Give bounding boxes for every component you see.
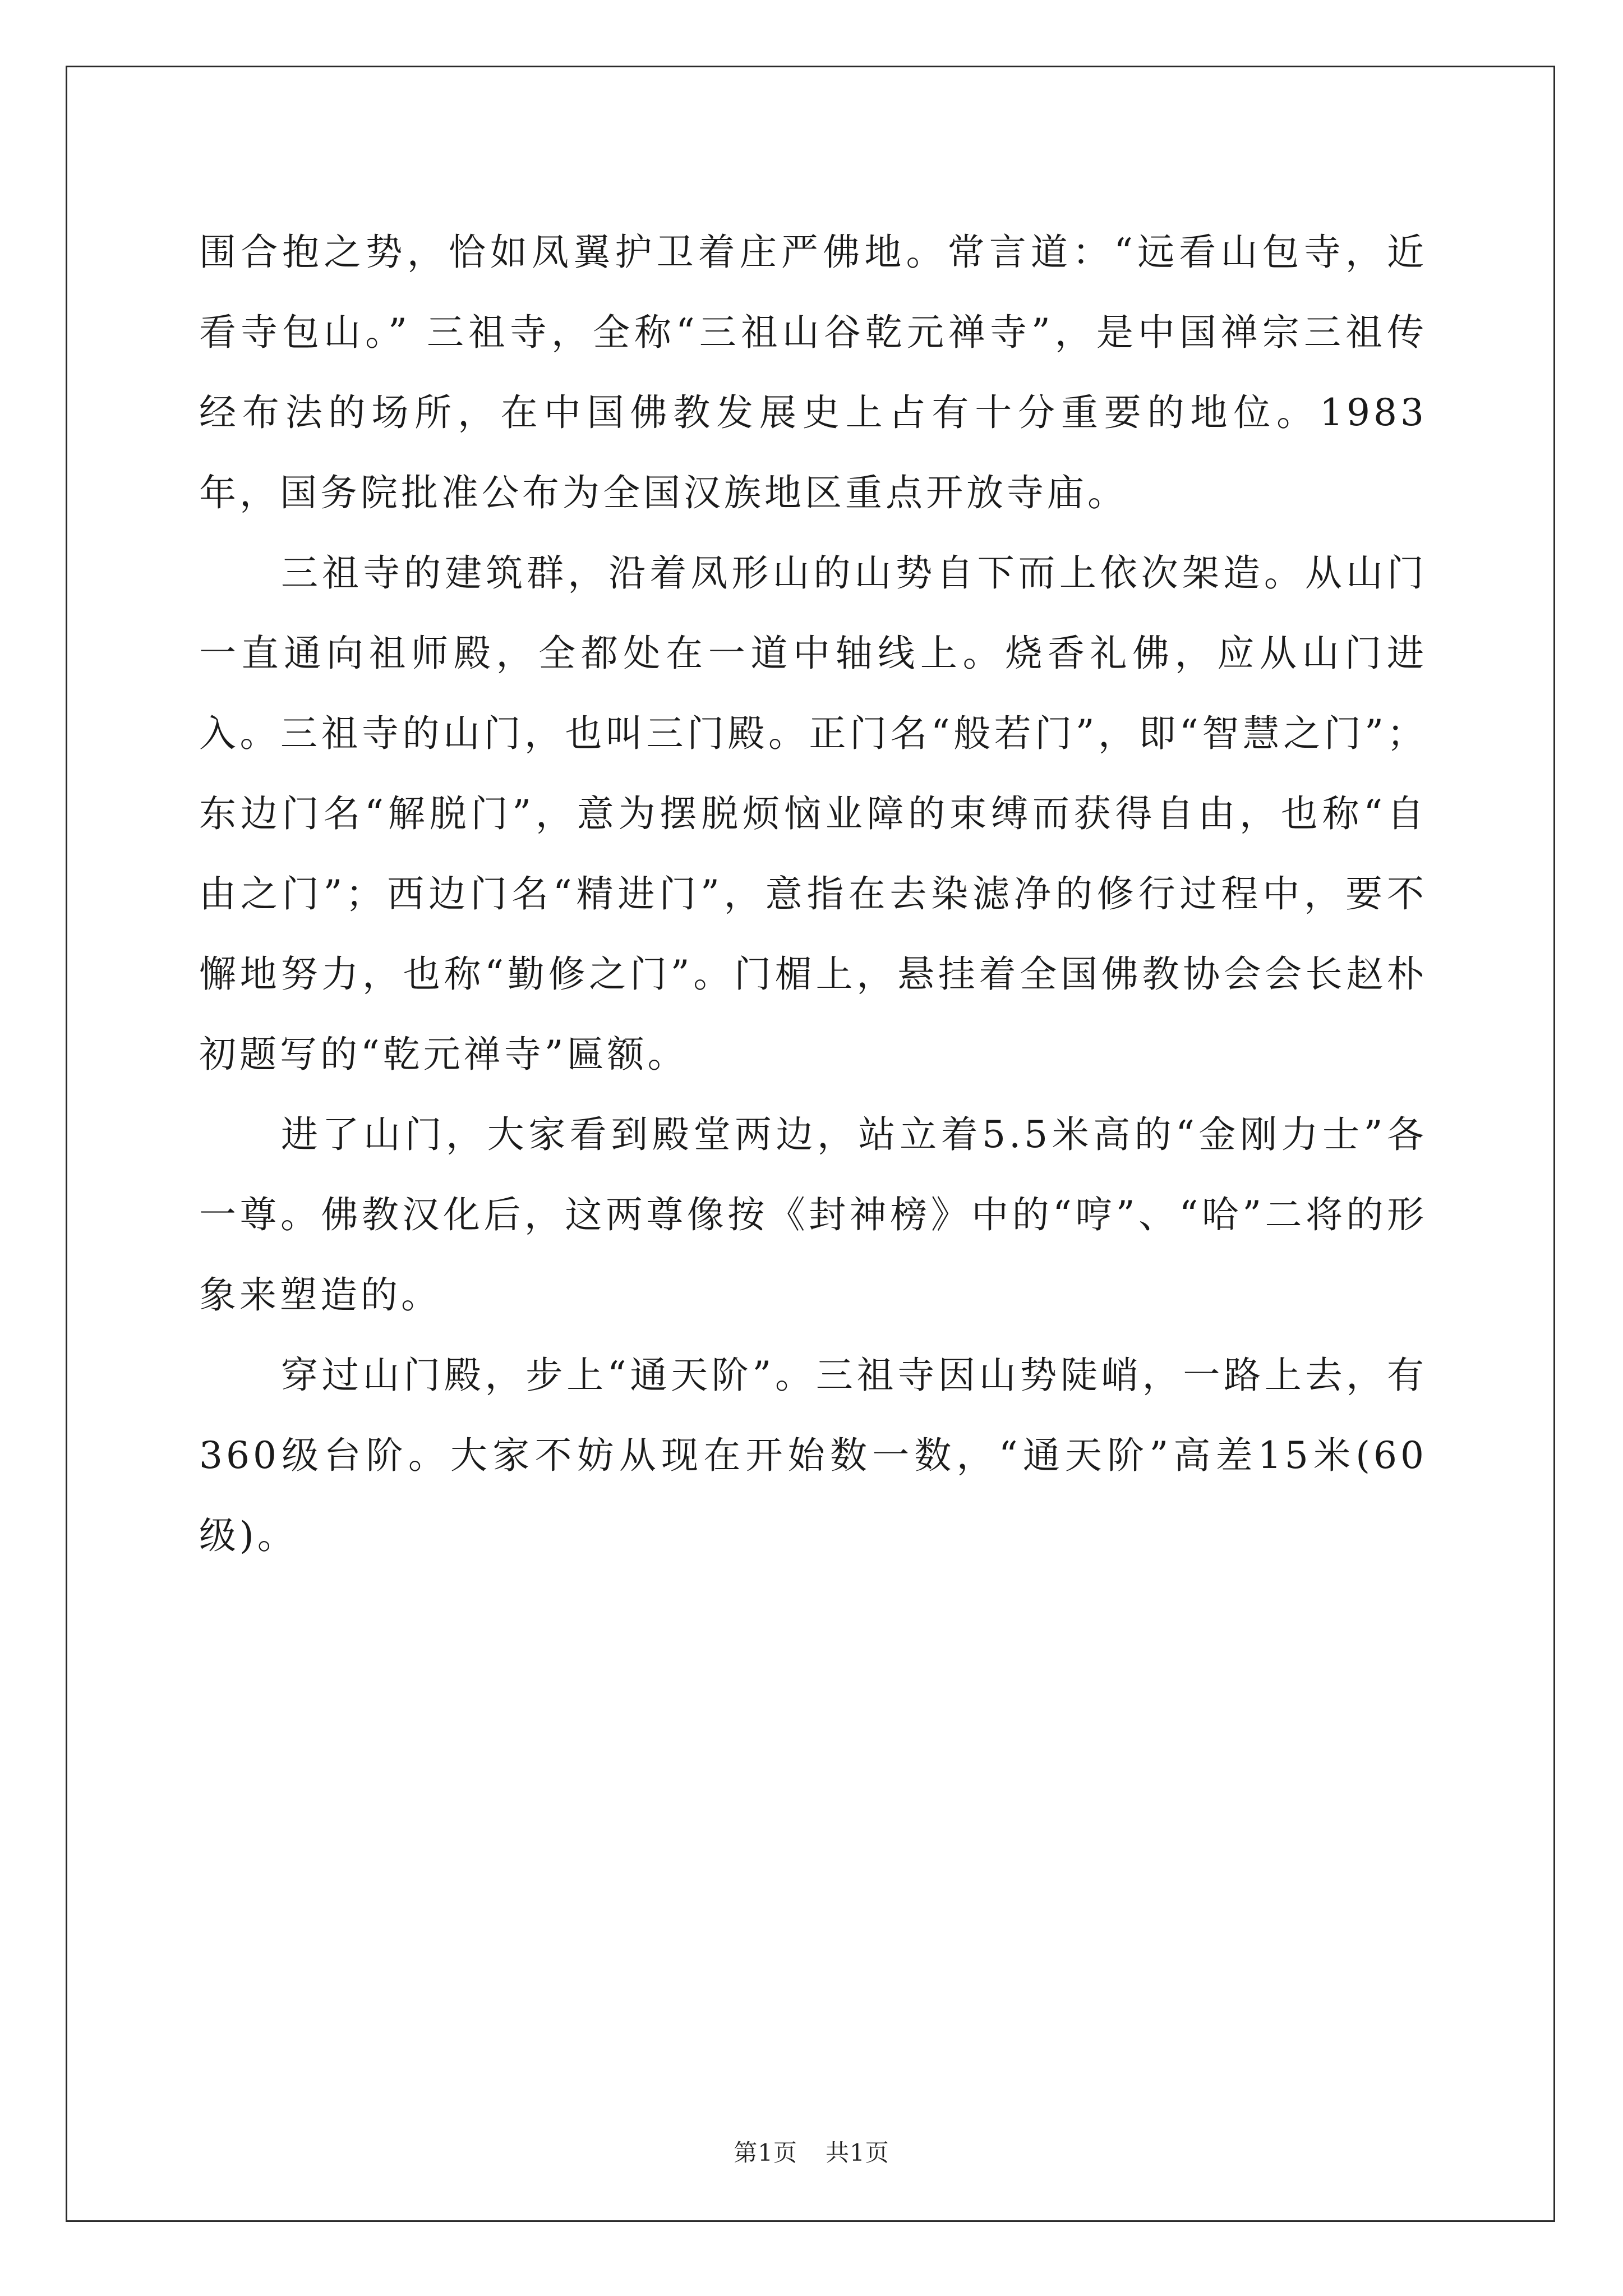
page-footer <box>0 2134 1623 2168</box>
paragraph-2: 三祖寺的建筑群，沿着凤形山的山势自下而上依次架造。从山门一直通向祖师殿，全都处在一道中轴线上。烧香礼佛，应从山门进入。三祖寺的山门，也叫三门殿。正门名“般若门”，即“智慧之门”；东边门名“解脱门”，意为摆脱烦恼业障的束缚而获得自由，也称“自由之门”；西边门名“精进门”，意指在去染滤净的修行过程中，要不懈地努力，也称“勤修之门”。门楣上，悬挂着全国佛教协会会长赵朴初题写的“乾元禅寺”匾额。 <box>199 551 1427 1076</box>
paragraph-4: 穿过山门殿，步上“通天阶”。三祖寺因山势陡峭，一路上去，有360级台阶。大家不妨从现在开始数一数，“通天阶”高差15米(60级)。 <box>199 1354 1427 1557</box>
document-body <box>199 212 1427 1576</box>
paragraph-3: 进了山门，大家看到殿堂两边，站立着5.5米高的“金刚力士”各一尊。佛教汉化后，这两尊像按《封神榜》中的“哼”、“哈”二将的形象来塑造的。 <box>199 1113 1427 1317</box>
paragraph-1: 围合抱之势，恰如凤翼护卫着庄严佛地。常言道：“远看山包寺，近看寺包山。” 三祖寺，全称“三祖山谷乾元禅寺”，是中国禅宗三祖传经布法的场所，在中国佛教发展史上占有十分重要的地位。1983年，国务院批准公布为全国汉族地区重点开放寺庙。 <box>199 231 1427 514</box>
page-total: 共1页 <box>826 2139 889 2166</box>
page-number: 第1页 <box>734 2139 797 2166</box>
